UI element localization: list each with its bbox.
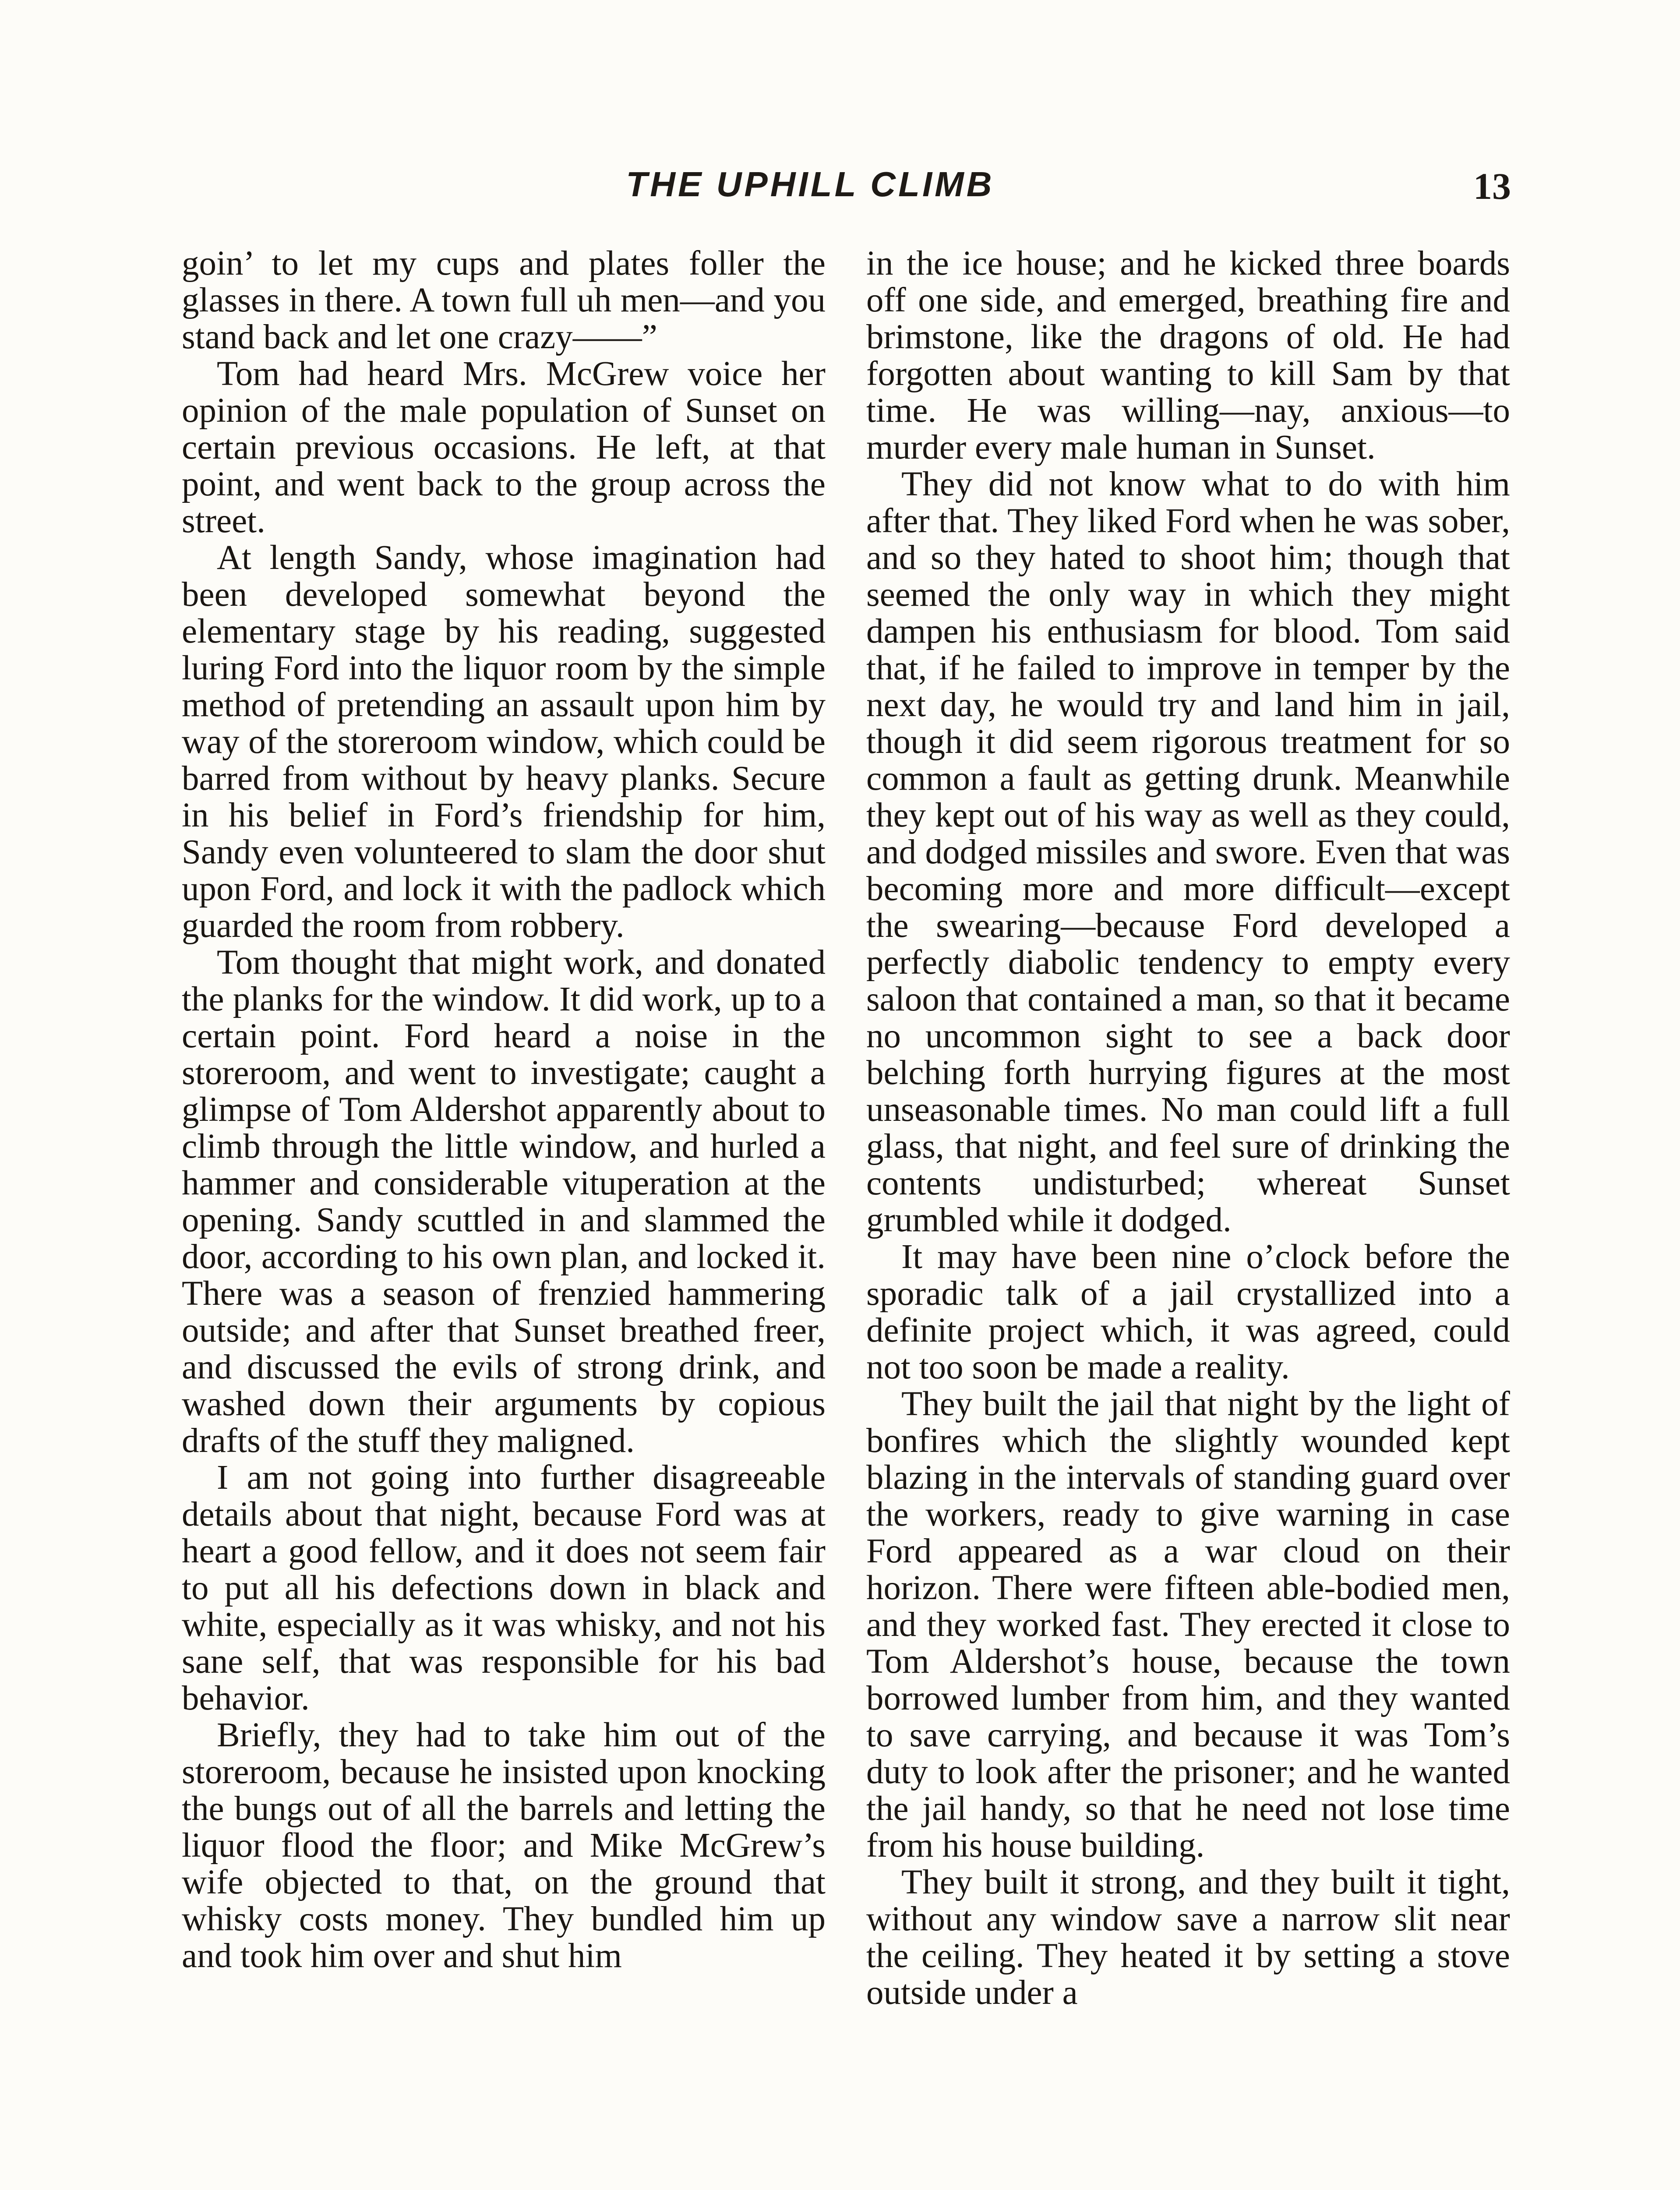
paragraph: Tom had heard Mrs. McGrew voice her opinion of the male population of Sunset on certain previous occasions. He left, at that point, and went back to the group across the street. bbox=[182, 355, 826, 540]
paragraph: in the ice house; and he kicked three boards off one side, and emerged, breathing fire and brimstone, like the dragons of old. He had forgotten about wanting to kill Sam by that time. He was willing—nay, anxious—to murder every male human in Sunset. bbox=[866, 244, 1510, 466]
paragraph: It may have been nine o’clock before the sporadic talk of a jail crystallized into a definite project which, it was agreed, could not too soon be made a reality. bbox=[866, 1238, 1510, 1386]
paragraph: Tom thought that might work, and donated the planks for the window. It did work, up to a certain point. Ford heard a noise in the storeroom, and went to investigate; caught a glimpse of Tom Aldershot apparently about to climb through the little window, and hurled a hammer and considerable vituperation at the opening. Sandy scuttled in and slammed the door, according to his own plan, and locked it. There was a season of frenzied hammering outside; and after that Sunset breathed freer, and discussed the evils of strong drink, and washed down their arguments by copious drafts of the stuff they maligned. bbox=[182, 943, 826, 1460]
paragraph: They did not know what to do with him after that. They liked Ford when he was sober, and so they hated to shoot him; though that seemed the only way in which they might dampen his enthusiasm for blood. Tom said that, if he failed to improve in temper by the next day, he would try and land him in jail, though it did seem rigorous treatment for so common a fault as getting drunk. Meanwhile they kept out of his way as well as they could, and dodged missiles and swore. Even that was becoming more and more difficult—except the swearing—because Ford developed a perfectly diabolic tendency to empty every saloon that contained a man, so that it became no uncommon sight to see a back door belching forth hurrying figures at the most unseasonable times. No man could lift a full glass, that night, and feel sure of drinking the contents undisturbed; whereat Sunset grumbled while it dodged. bbox=[866, 465, 1510, 1239]
paragraph: goin’ to let my cups and plates foller the glasses in there. A town full uh men—and you stand back and let one crazy——” bbox=[182, 244, 826, 356]
paragraph: At length Sandy, whose imagination had been developed somewhat beyond the elementary stage by his reading, suggested luring Ford into the liquor room by the simple method of pretending an assault upon him by way of the storeroom window, which could be barred from without by heavy planks. Secure in his belief in Ford’s friendship for him, Sandy even volunteered to slam the door shut upon Ford, and lock it with the padlock which guarded the room from robbery. bbox=[182, 539, 826, 945]
paragraph: They built the jail that night by the light of bonfires which the slightly wounded kept blazing in the intervals of standing guard over the workers, ready to give warning in case Ford appeared as a war cloud on their horizon. There were fifteen able-bodied men, and they worked fast. They erected it close to Tom Aldershot’s house, because the town borrowed lumber from him, and they wanted to save carrying, and because it was Tom’s duty to look after the prisoner; and he wanted the jail handy, so that he need not lose time from his house building. bbox=[866, 1385, 1510, 1865]
text-column-right bbox=[866, 245, 1510, 2011]
paragraph: I am not going into further disagreeable details about that night, because Ford was at heart a good fellow, and it does not seem fair to put all his defections down in black and white, especially as it was whisky, and not his sane self, that was responsible for his bad behavior. bbox=[182, 1459, 826, 1717]
running-header-title: THE UPHILL CLIMB bbox=[626, 165, 995, 204]
paragraph: Briefly, they had to take him out of the storeroom, because he insisted upon knocking the bungs out of all the barrels and letting the liquor flood the floor; and Mike McGrew’s wife objected to that, on the ground that whisky costs money. They bundled him up and took him over and shut him bbox=[182, 1716, 826, 1975]
page-number: 13 bbox=[1473, 165, 1511, 207]
paragraph: They built it strong, and they built it tight, without any window save a narrow slit near the ceiling. They heated it by setting a stove outside under a bbox=[866, 1863, 1510, 2012]
text-column-left bbox=[182, 245, 826, 1975]
